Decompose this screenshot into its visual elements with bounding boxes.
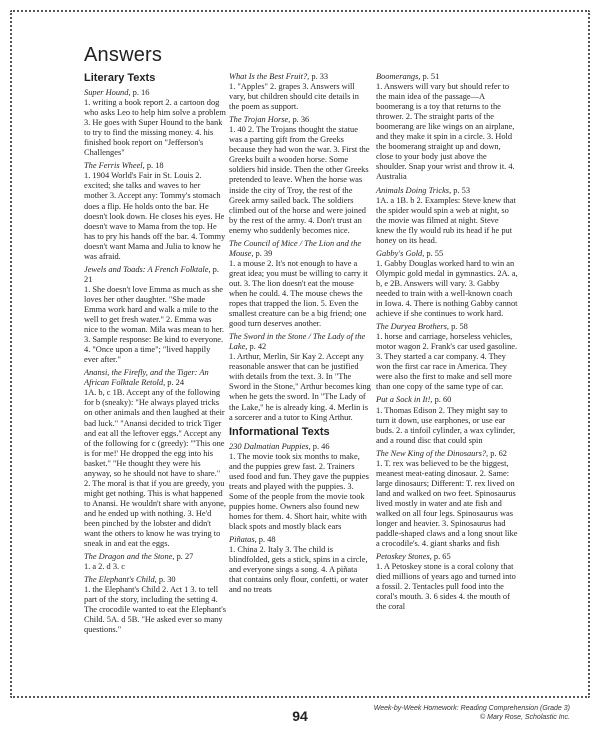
entry-heading bbox=[376, 395, 518, 405]
entry-title: The Sword in the Stone / The Lady of the Lake bbox=[229, 332, 366, 352]
answer-entry bbox=[84, 161, 226, 261]
entry-page-ref: , p. 65 bbox=[429, 552, 451, 562]
answer-entry bbox=[376, 72, 518, 183]
answer-entry bbox=[84, 88, 226, 158]
footer-credit bbox=[374, 704, 570, 722]
entry-title: Put a Sock in It! bbox=[376, 395, 431, 405]
answer-entry bbox=[84, 265, 226, 365]
entry-title: Petoskey Stones bbox=[376, 552, 430, 562]
entry-heading bbox=[229, 442, 371, 452]
entry-answers: 1. writing a book report 2. a cartoon dog who asks Leo to help him solve a problem 3. He goes with Super Hound to the bank to try to find the missing money. 4. his finished book report on "Jefferson's Challenges" bbox=[84, 98, 226, 158]
entry-page-ref: , p. 58 bbox=[446, 322, 468, 332]
entry-page-ref: , p. 39 bbox=[251, 248, 273, 258]
answer-entry bbox=[229, 442, 371, 532]
answer-entry bbox=[229, 332, 371, 422]
entry-answers: 1. Answers will vary but should refer to the main idea of the passage—A boomerang is a toy that returns to the thrower. 2. The straight parts of the boomerang are like wings on an airplane, and they make it spin in a circle. 3. Hold the boomerang straight up and down, close to your body just above the shoulder. Snap your wrist and throw it. 4. Australia bbox=[376, 82, 515, 182]
entry-answers: 1. Thomas Edison 2. They might say to turn it down, use earphones, or use ear buds. 2. a tinfoil cylinder, a wax cylinder, and a round disc that could spin bbox=[376, 405, 516, 445]
answer-entry bbox=[84, 575, 226, 635]
entry-heading bbox=[376, 552, 518, 562]
entry-heading bbox=[229, 332, 371, 352]
answers-column-1 bbox=[84, 72, 226, 638]
entry-answers: 1. Arthur, Merlin, Sir Kay 2. Accept any reasonable answer that can be justified with details from the text. 3. In "The Sword in the Stone," Arthur becomes king when he gets the sword. In "The Lady of the Lake," he is already king. 4. Merlin is a sorcerer and a tutor to King Arthur. bbox=[229, 352, 371, 422]
entry-title: The New King of the Dinosaurs? bbox=[376, 448, 487, 458]
answer-entry bbox=[229, 535, 371, 595]
entry-title: Animals Doing Tricks bbox=[376, 185, 450, 195]
answer-entry bbox=[84, 368, 226, 549]
credit-copyright: © Mary Rose, Scholastic Inc. bbox=[480, 714, 570, 721]
entry-heading bbox=[84, 88, 226, 98]
entry-answers: 1. The movie took six months to make, and the puppies grew fast. 2. Trainers used food and fun. They gave the puppies treats and played with the puppies. 3. Some of the people from the movie took puppies home. Owners also found new homes for them. 4. Short hair, white with black spots and mostly black ears bbox=[229, 451, 369, 531]
page-number: 94 bbox=[292, 708, 308, 724]
entry-answers: 1. 40 2. The Trojans thought the statue was a parting gift from the Greeks because they had won the war. 3. First the Greeks built a wooden horse. Some soldiers hid inside. Then the other Greeks pretended to leave. When the horse was inside the city of Troy, the rest of the Greek army sailed back. The soldiers climbed out of the horse and were joined by the rest of the army. 4. Don't trust an enemy who suddenly becomes nice. bbox=[229, 125, 370, 235]
answers-column-3 bbox=[376, 72, 518, 615]
entry-page-ref: , p. 36 bbox=[288, 115, 310, 125]
entry-answers: 1. a mouse 2. It's not enough to have a great idea; you must be willing to carry it out. 3. The lion doesn't eat the mouse when he could. 4. The mouse chews the ropes that trapped the lion. 5. Even the smallest creature can be a big friend; one good turn deserves another. bbox=[229, 258, 368, 329]
entry-heading bbox=[376, 322, 518, 332]
entry-answers: 1. A Petoskey stone is a coral colony that died millions of years ago and turned into a fossil. 2. Tentacles pull food into the coral's mouth. 3. 6 sides 4. the mouth of the coral bbox=[376, 562, 516, 612]
entry-heading bbox=[84, 368, 226, 388]
entry-heading bbox=[84, 552, 226, 562]
entry-page-ref: , p. 60 bbox=[430, 395, 452, 405]
entry-heading bbox=[84, 161, 226, 171]
entry-page-ref: , p. 62 bbox=[486, 448, 507, 458]
entry-heading bbox=[376, 249, 518, 259]
entry-page-ref: , p. 51 bbox=[418, 72, 440, 81]
answer-entry bbox=[376, 186, 518, 246]
entry-title: Boomerangs bbox=[376, 72, 419, 81]
entry-answers: 1. T. rex was believed to be the biggest, meanest meat-eating dinosaur. 2. Same: large dinosaurs; Different: T. rex lived on land and walked on two feet. Spinosaurus lived mostly in water and ate fish and walked on all four legs. Spinosaurus was longer and heavier. 3. Spinosaurus had paddle-shaped claws and a long snout like a crocodile's. 4. giant sharks and fish bbox=[376, 458, 518, 549]
entry-page-ref: , p. 46 bbox=[308, 441, 330, 451]
entry-answers: 1. the Elephant's Child 2. Act 1 3. to tell part of the story, including the setting 4. The crocodile wanted to eat the Elephant's Child. 5A. d 5B. "He asked ever so many questions." bbox=[84, 585, 226, 635]
entry-heading bbox=[376, 72, 518, 82]
answer-entry bbox=[229, 72, 371, 112]
entry-answers: 1. Gabby Douglas worked hard to win an Olympic gold medal in gymnastics. 2A. a, b, e 2B. Answers will vary. 3. Gabby needed to train with a well-known coach in Iowa. 4. There is nothing Gabby cannot achieve if she continues to work hard. bbox=[376, 258, 518, 319]
answer-entry bbox=[229, 115, 371, 236]
entry-heading bbox=[84, 575, 226, 585]
answers-column-2 bbox=[229, 72, 371, 598]
entry-page-ref: , p. 24 bbox=[163, 378, 185, 388]
entry-page-ref: , p. 27 bbox=[172, 552, 194, 562]
answer-entry bbox=[229, 239, 371, 329]
entry-title: The Trojan Horse bbox=[229, 115, 289, 125]
entry-answers: 1. She doesn't love Emma as much as she loves her other daughter. "She made Emma work hard and walk a mile to the well to get fresh water." 2. Emma was nice to the woman. Mila was mean to her. 3. Sample response: Be kind to everyone. 4. "Once upon a time"; "lived happily ever after." bbox=[84, 284, 225, 365]
entry-page-ref: , p. 55 bbox=[422, 248, 444, 258]
section-heading: Informational Texts bbox=[229, 425, 330, 438]
entry-page-ref: , p. 53 bbox=[449, 185, 470, 195]
answer-entry bbox=[376, 395, 518, 445]
entry-answers: 1. horse and carriage, horseless vehicles, motor wagon 2. Frank's car used gasoline. 3. They started a car company. 4. They won the first car race in America. They were also the first to make and sell more than one copy of the same type of car. bbox=[376, 332, 518, 392]
entry-heading bbox=[376, 186, 518, 196]
entry-title: 230 Dalmatian Puppies bbox=[229, 441, 309, 451]
answer-entry bbox=[376, 322, 518, 392]
entry-title: Gabby's Gold bbox=[376, 248, 423, 258]
entry-heading bbox=[84, 265, 226, 285]
entry-page-ref: , p. 48 bbox=[254, 535, 276, 545]
entry-page-ref: , p. 21 bbox=[84, 264, 219, 284]
section-heading: Literary Texts bbox=[84, 72, 156, 84]
entry-title: Piñatas bbox=[229, 535, 255, 545]
entry-answers: 1A. a 1B. b 2. Examples: Steve knew that the spider would spin a web at night, so the movie was filmed at night. Steve knew the fly would rub its head if he put honey on its head. bbox=[376, 195, 516, 245]
entry-answers: 1A. b, c 1B. Accept any of the following for b (sneaky): "He always played tricks on other animals and then laughed at their bad luck." "Anansi decided to trick Tiger and eat all the leftover eggs." Accept any of the following for c (greedy): "'This one is for me!' He dropped the egg into his basket." "He thought they were his anyway, so he should not have to share." 2. The moral is that if you are greedy, you might get nothing. This is what happened to Anansi. He wouldn't share with anyone, and he ended up with nothing. 3. He'd been pinched by the lobster and didn't want the others to know he was trying to sneak in and eat the eggs. bbox=[84, 388, 226, 549]
entry-heading bbox=[229, 535, 371, 545]
entry-page-ref: , p. 30 bbox=[154, 575, 176, 585]
entry-heading bbox=[229, 115, 371, 125]
entry-title: What Is the Best Fruit? bbox=[229, 72, 308, 81]
entry-title: The Elephant's Child bbox=[84, 575, 155, 585]
entry-title: The Ferris Wheel bbox=[84, 161, 143, 171]
entry-heading bbox=[229, 72, 371, 82]
entry-answers: 1. China 2. Italy 3. The child is blindfolded, gets a stick, spins in a circle, and everyone sings a song. 4. A piñata that contains only flour, confetti, or water and no treats bbox=[229, 545, 369, 595]
answer-entry bbox=[376, 449, 518, 549]
answer-entry bbox=[84, 552, 226, 572]
entry-title: The Dragon and the Stone bbox=[84, 552, 173, 562]
entry-answers: 1. 1904 World's Fair in St. Louis 2. excited; she talks and waves to her mother 3. Accept any: Tommy's stomach does a flip. He holds onto the bar. He doesn't look down. He closes his eyes. He doesn't wave to Mama from the top. He has to pry his hands off the bar. 4. Tommy doesn't want Mama and Julia to know he was afraid. bbox=[84, 171, 226, 261]
page-title: Answers bbox=[84, 44, 163, 66]
entry-answers: 1. a 2. d 3. c bbox=[84, 562, 125, 572]
entry-title: Anansi, the Firefly, and the Tiger: An African Folktale Retold bbox=[84, 368, 209, 388]
entry-heading bbox=[229, 239, 371, 259]
entry-title: The Duryea Brothers bbox=[376, 322, 447, 332]
entry-page-ref: , p. 18 bbox=[142, 161, 164, 171]
entry-heading bbox=[376, 449, 518, 459]
entry-page-ref: , p. 16 bbox=[128, 88, 150, 97]
answer-entry bbox=[376, 249, 518, 319]
entry-answers: 1. "Apples" 2. grapes 3. Answers will vary, but children should cite details in the poem as support. bbox=[229, 82, 359, 112]
entry-title: Jewels and Toads: A French Folktale bbox=[84, 264, 209, 274]
entry-page-ref: , p. 33 bbox=[307, 72, 329, 81]
answer-entry bbox=[376, 552, 518, 612]
entry-page-ref: , p. 42 bbox=[245, 342, 267, 352]
entry-title: The Council of Mice / The Lion and the Mouse bbox=[229, 238, 362, 258]
entry-title: Super Hound bbox=[84, 88, 129, 97]
credit-book-title: Week-by-Week Homework: Reading Comprehension (Grade 3) bbox=[373, 705, 570, 712]
